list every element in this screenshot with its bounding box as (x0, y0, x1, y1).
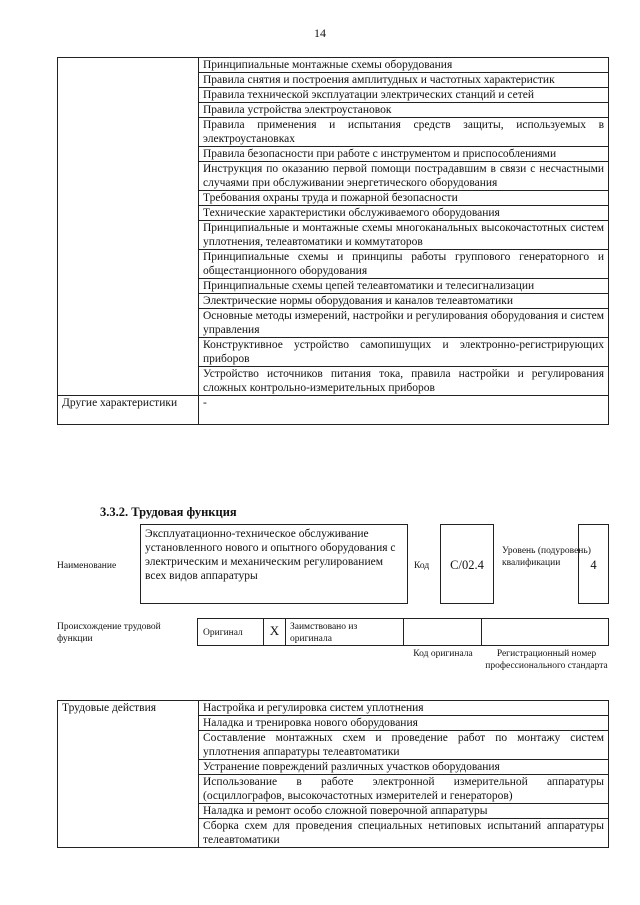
knowledge-item: Правила снятия и построения амплитудных и частотных характеристик (199, 73, 609, 88)
name-value: Эксплуатационно-техническое обслуживание установленного нового и опытного оборудования с электрическим и механическим регулированием всех видов аппаратуры (140, 524, 408, 604)
code-original-label: Код оригинала (413, 649, 473, 659)
knowledge-item: Принципиальные схемы цепей телеавтоматики и телесигнализации (199, 279, 609, 294)
knowledge-item: Требования охраны труда и пожарной безопасности (199, 191, 609, 206)
section-heading: 3.3.2. Трудовая функция (100, 505, 237, 519)
knowledge-item: Электрические нормы оборудования и каналов телеавтоматики (199, 294, 609, 309)
code-original-cell (404, 619, 482, 645)
action-row (58, 701, 609, 716)
origin-row (197, 618, 609, 646)
knowledge-table (57, 57, 609, 425)
actions-label: Трудовые действия (58, 701, 199, 848)
reg-number-cell (482, 619, 608, 645)
action-item: Сборка схем для проведения специальных нетиповых испытаний аппаратуры телеавтоматики (199, 819, 609, 848)
action-item: Настройка и регулировка систем уплотнения (199, 701, 609, 716)
action-item: Наладка и ремонт особо сложной поверочной аппаратуры (199, 804, 609, 819)
knowledge-item: Принципиальные монтажные схемы оборудования (199, 58, 609, 73)
knowledge-item: Правила технической эксплуатации электрических станций и сетей (199, 88, 609, 103)
action-item: Наладка и тренировка нового оборудования (199, 716, 609, 731)
borrowed-label: Заимствовано из оригинала (286, 619, 404, 645)
knowledge-item: Устройство источников питания тока, правила настройки и регулирования сложных контрольно-измерительных приборов (199, 367, 609, 396)
origin-label: Происхождение трудовой функции (57, 622, 161, 644)
action-item: Устранение повреждений различных участков оборудования (199, 760, 609, 775)
reg-number-label: Регистрационный номер профессионального стандарта (485, 649, 608, 671)
name-label: Наименование (57, 561, 117, 571)
action-item: Составление монтажных схем и проведение работ по монтажу систем уплотнения аппаратуры телеавтоматики (199, 731, 609, 760)
knowledge-item: Конструктивное устройство самопишущих и электронно-регистрирующих приборов (199, 338, 609, 367)
knowledge-item: Технические характеристики обслуживаемого оборудования (199, 206, 609, 221)
knowledge-label-cell (58, 58, 199, 396)
knowledge-item: Правила безопасности при работе с инструментом и приспособлениями (199, 147, 609, 162)
level-value: 4 (578, 524, 609, 604)
knowledge-item: Основные методы измерений, настройки и регулирования оборудования и систем управления (199, 309, 609, 338)
code-label: Код (414, 561, 430, 571)
actions-table (57, 700, 609, 848)
other-value: - (199, 396, 609, 425)
knowledge-item: Принципиальные схемы и принципы работы группового генераторного и общестанционного оборудования (199, 250, 609, 279)
original-mark: X (264, 619, 286, 645)
knowledge-item: Правила применения и испытания средств защиты, используемых в электроустановках (199, 118, 609, 147)
other-label: Другие характеристики (58, 396, 199, 425)
knowledge-item: Инструкция по оказанию первой помощи пострадавшим в связи с несчастными случаями при обслуживании энергетического оборудования (199, 162, 609, 191)
action-item: Использование в работе электронной измерительной аппаратуры (осциллографов, высокочастотных измерителей и генераторов) (199, 775, 609, 804)
level-label: Уровень (подуровень) квалификации (502, 546, 591, 568)
original-label: Оригинал (198, 619, 264, 645)
knowledge-row (58, 58, 609, 73)
knowledge-item: Принципиальные и монтажные схемы многоканальных высокочастотных систем уплотнения, телеавтоматики и коммутаторов (199, 221, 609, 250)
knowledge-item: Правила устройства электроустановок (199, 103, 609, 118)
code-value: C/02.4 (440, 524, 494, 604)
other-row (58, 396, 609, 425)
page-number: 14 (314, 26, 326, 40)
